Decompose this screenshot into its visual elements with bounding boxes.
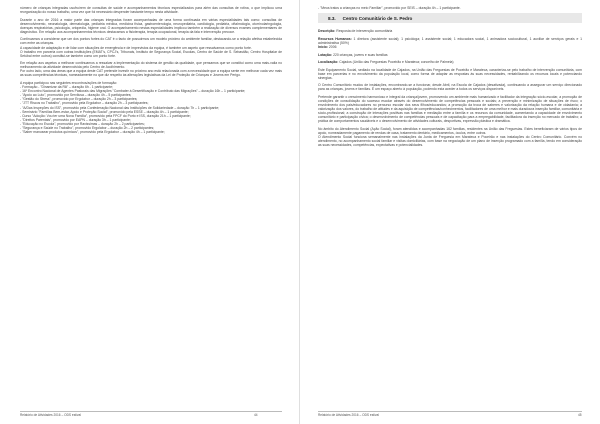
field-label: Recursos Humanos: (318, 36, 352, 41)
section-title: Centro Comunitário de S. Pedro (342, 15, 413, 21)
footer-divider (318, 411, 582, 412)
field-label: Descrição: (318, 29, 336, 34)
field-capacity (318, 53, 582, 57)
paragraph: Continuamos a considerar que um dos pontos fortes do CAT é o facto de possuirmos um modelo próximo do ambiente familiar, destacando-se a relação afetiva estabelecida com entre as crianças. (20, 37, 282, 46)
section-heading (318, 13, 582, 23)
left-page-content (20, 6, 282, 134)
section-number: 8.3. (328, 15, 336, 21)
field-value: Resposta de intervenção comunitária (335, 29, 393, 34)
paragraph: Durante o ano de 2016 a maior parte das crianças integradas foram acompanhadas de uma forma continuada em várias especialidades tais como: consultas de desenvolvimento, neonatologia, dermatologia, pediatria médica, medicina física, gastroenterologia, neuropediatria, cardiologia, pediatria, oftalmologia, otorrinolaringologia, doenças respiratórias, psicologia, ortopedia, higiene oral. O acompanhamento nestas especialidades implicou também a realização de diversos exames complementares de diagnóstico. Em relação aos acompanhamentos técnicos destacamos a fisioterapia, terapia ocupacional, terapia da fala e intervenção precoce. (20, 17, 282, 34)
paragraph: A capacidade de adaptação e de lidar com situações de emergência e de imprevistos da equipa, é também um aspeto que ressalvamos como ponto forte. (20, 45, 252, 50)
paragraph: número de crianças integradas usufruírem de consultas de saúde e acompanhamentos técnicos especializados para além das consultas de rotina, o que implicou uma reorganização do nosso trabalho, uma vez que foi necessário despender bastante tempo nesta atividade. (20, 6, 282, 15)
paragraph: Este Equipamento Social, sediado na localidade de Cajados, na União das Freguesias de Poceirão e Marateca, caracteriza-se pelo trabalho de intervenção comunitária, com base em parcerias e no envolvimento da população local, como forma de adaptar as respostas às suas necessidades, rentabilizando os recursos locais e potenciando sinergias. (318, 67, 582, 80)
paragraph: No âmbito do Atendimento Social (Ação Social), foram atendidas e acompanhadas 162 famílias, residentes na União das Freguesias. Estes beneficiaram de vários tipos de apoio, nomeadamente pagamento de rendas de casa, tratamento dentário, medicamentos, óculos, entre outros. (318, 126, 582, 135)
footer-divider (20, 411, 282, 412)
list-item: - "Gestão do Stress", promovido por Ergolabor – duração 2h – 3 participantes; (20, 97, 138, 102)
paragraph: O Atendimento Social funciona semanalmente nas instalações da Junta de Freguesia em Marateca e Poceirão e nas instalações do Centro Comunitário. Convém no atendimento, no acompanhamento social familiar e visitas domiciliárias, com base na negociação de um plano de inserção programado com a família, tendo em consideração as suas necessidades, competências, expectativas e potencialidades. (318, 135, 582, 148)
list-item: - "Saber manusear produtos químicos", promovido pela Ergolabor – duração 4h – 1 participante; (20, 130, 165, 135)
field-value: 1 diretora (assistente social); 1 psicóloga; 1 assistente social; 1 educadora social, 1 animadora sociocultural, 1 auxiliar de serviços gerais e 1 administrativa (50%) (318, 36, 582, 46)
training-list (20, 85, 282, 134)
footer-text: Relatório de Atividades 2016 – ODS estival (318, 413, 379, 417)
list-item: - Seminário "Famílias Bem-estar, Apoio e Proteção Social", promovido pela ESSE – duração 4h – 1 participante; (20, 109, 189, 114)
list-item: - "Apoio ao Luto", promovido por Servilusa – duração 4h – 5 participantes; (20, 93, 132, 98)
footer-text: Relatório de Atividades 2016 – ODS estival (20, 413, 81, 417)
field-location (318, 60, 582, 64)
list-item: - Curso "Adoção: Vou ter uma Nova Família", promovido pela FPCF do Porto e ISS, duração 21h – 1 participante; (20, 113, 191, 118)
list-item: - "A/Das Inspeções do ISS", promovido pela Confederação Nacional das Instituições de Solidariedade – duração 7h – 1 participante; (20, 105, 220, 110)
field-human-resources (318, 37, 582, 45)
list-item: - 16º Encontro Nacional de Agentes Pastorais das Migrações "Combater à Desertificação e Contributo das Migrações" – duração 16h – 1 participante; (20, 89, 246, 94)
list-item: - "JTT Riscos no Trabalho", promovido pela Ergolabor – duração 2h – 3 participantes; (20, 101, 149, 106)
page-number: 45 (578, 413, 582, 417)
field-value: 2006 (327, 45, 337, 50)
right-page-content (318, 6, 582, 151)
paragraph: Por outro lado, uma das áreas que a equipa deste CAT pretende investir no próximo ano está relacionada com a necessidade que a equipa sente em melhorar cada vez mais as suas competências técnicas, nomeadamente no que diz respeito às alterações legislativas da Lei de Proteção de Crianças e Jovens em Perigo. (20, 69, 282, 78)
list-item: - "Direitos Parentais", promovido por EAPN – duração 3h – 1 participante; (20, 117, 131, 122)
list-item: - "Educação no Escola", promovido por Ravissimas – duração 2h – 2 participantes; (20, 121, 145, 126)
field-value: 220 crianças, jovens e suas famílias (332, 52, 388, 57)
paragraph: Em relação aos aspetos a melhorar continuamos a ressalvar a implementação do sistema de gestão da qualidade, que pensamos que se constitui como uma mais-valia no melhoramento da atividade desenvolvida pelo Centro de Acolhimento. (20, 61, 282, 70)
field-description (318, 29, 582, 33)
page-number: 44 (254, 413, 258, 417)
field-label: Lotação: (318, 52, 333, 57)
paragraph: A equipa participou nas seguintes encontros/ações de formação: (20, 80, 118, 85)
paragraph: O trabalho em parceria com outras instituições (EMAT's, CPCJ's, Tribunais, Instituto de Segurança Social, Escolas, Centro de Saúde de S. Sebastião, Centro Hospitalar de Setúbal entre outros) constitui-se também como um ponto forte. (20, 49, 282, 58)
paragraph: O Centro Comunitário mudou de instalações, encontrando-se a funcionar, desde Abril, na Escola de Cajados (desativada), continuando a assegurar um serviço direcionado para as crianças, jovens e famílias. É um espaço aberto à população, podendo esta aceder a todos os serviços disponíveis. (318, 83, 582, 92)
paragraph: Pretende garantir o crescimento harmonioso e integral da criança/jovem, promovendo um ambiente mais humanizado e facilitador da integração sócio-escolar, a promoção de condições de consolidação do sucesso escolar através do desenvolvimento de competências pessoais e sociais; a prevenção e minimização de situações de risco; o envolvimento dos pais/educadores no percurso escolar dos seus filhos/educandos; a promoção da troca de saberes e valorização da relação humana e de cidadania; a valorização dos valores, do trabalho de atitudes e da aquisição de competências/conhecimentos, facilitadores de uma melhor e mais duradoura inserção familiar, comunitária e sócio-profissional; a construção de interações positivas nas famílias e mediação entre a família e os recursos da comunidade, aumentando a capacidade de envolvimento comunitário e participação cívica; o desenvolvimento de competências pessoais e de capacitação para a empregabilidade, facilitadora da inserção no mercado de trabalho; a prática de comportamentos saudáveis e o desenvolvimento de atividades culturais, desportivas, expressão plástica e dramática. (318, 94, 582, 124)
field-start (318, 45, 582, 49)
paragraph: - "Meus tratos a crianças no meio Familiar", promovido por SEIS – duração 4h – 1 participante. (318, 6, 461, 10)
field-label: Localização: (318, 60, 339, 65)
field-value: Cajados (União das Freguesias Poceirão e Marateca; concelho de Palmela) (338, 60, 454, 65)
field-label: Início: (318, 45, 328, 50)
right-page (300, 0, 600, 424)
list-item: - "Segurança e Saúde no Trabalho", promovido Ergolabor – duração 2h – 2 participantes; (20, 126, 155, 130)
list-item: - Formação - "Dinamizar da Rã" – duração 6h - 1 participante; (20, 85, 114, 90)
